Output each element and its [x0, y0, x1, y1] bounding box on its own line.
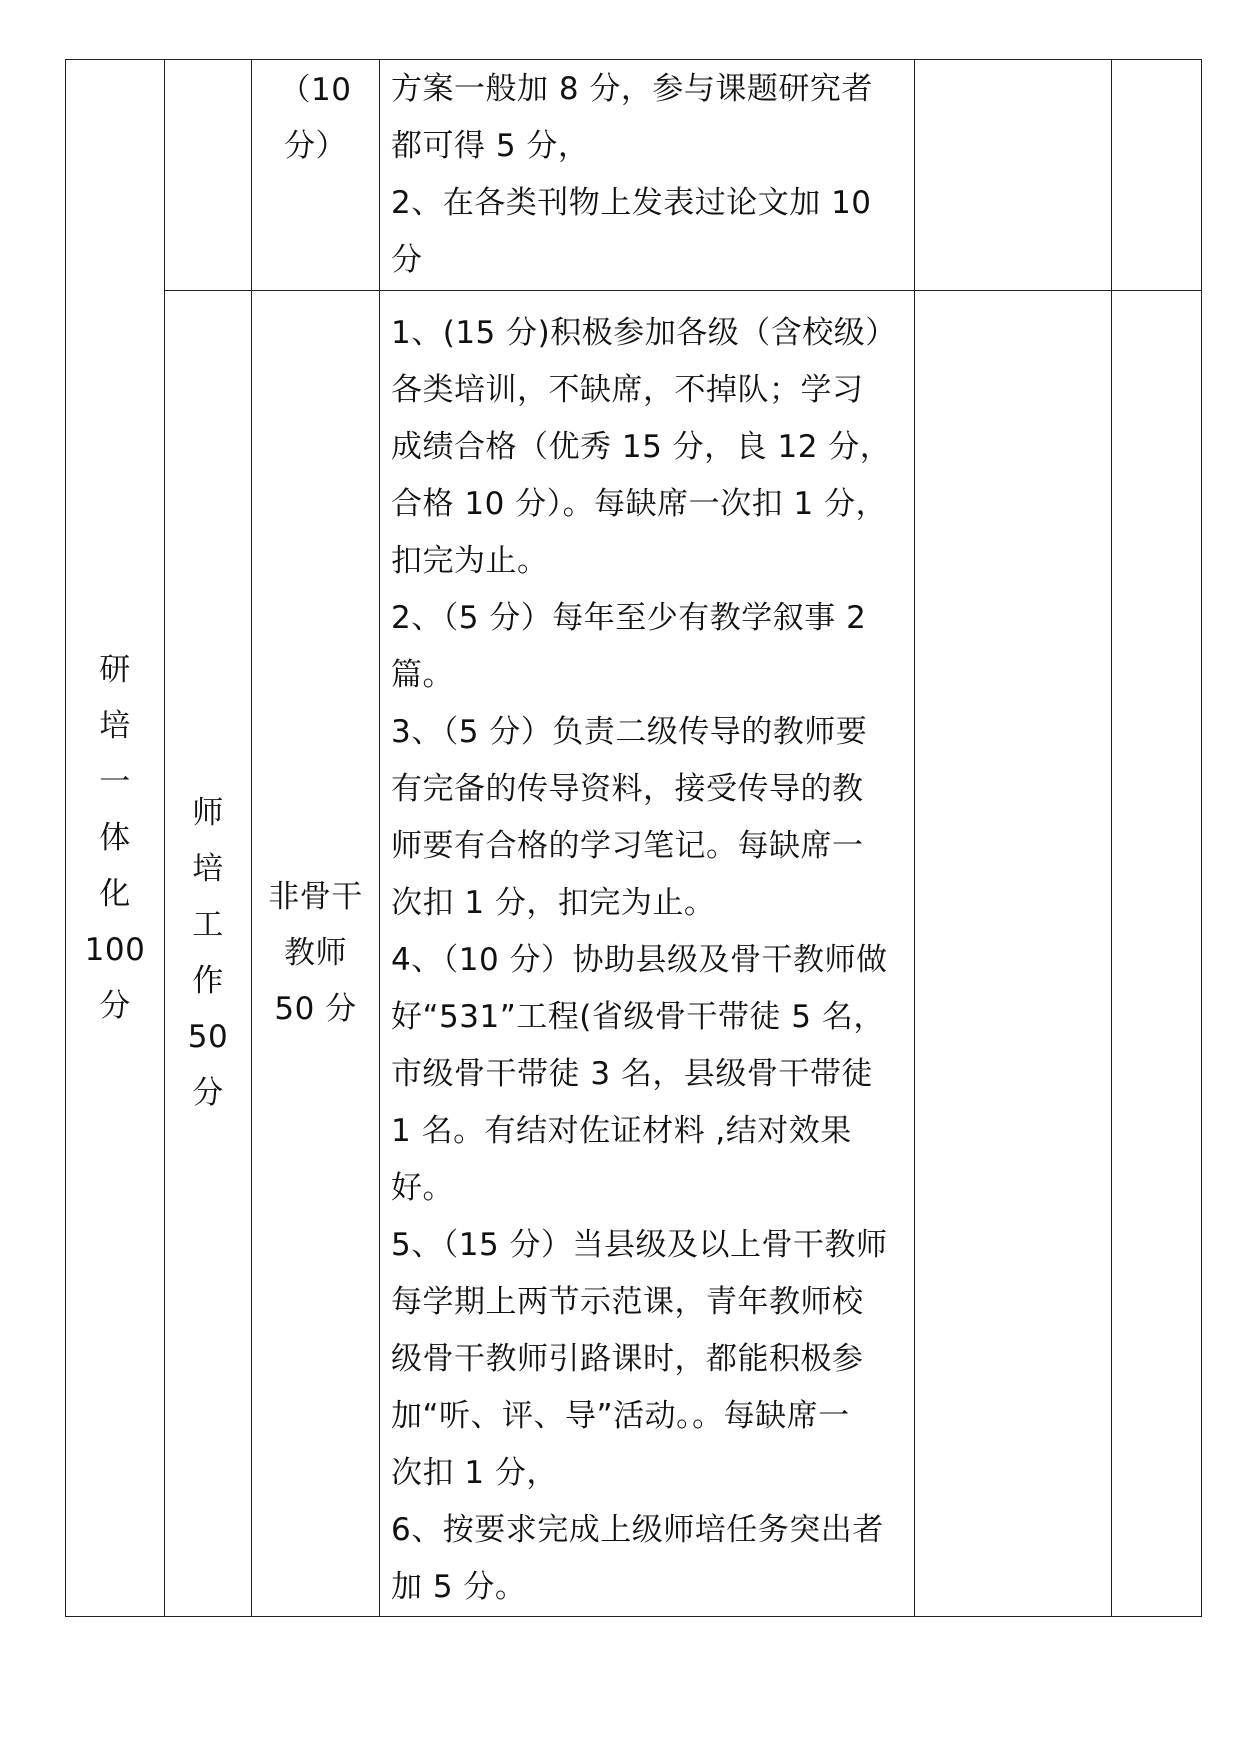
score-cell: [252, 60, 380, 291]
row1-score: （10 分）: [279, 72, 352, 164]
row1-remark: [1112, 60, 1202, 291]
row1-description: 方案一般加 8 分，参与课题研究者 都可得 5 分， 2、在各类刊物上发表过论文加 10 分: [380, 60, 915, 291]
row1-self-score: [915, 60, 1112, 291]
row2-description: 1、(15 分)积极参加各级（含校级） 各类培训，不缺席，不掉队；学习 成绩合格（优秀 15 分，良 12 分， 合格 10 分）。每缺席一次扣 1 分， 扣完为止。 2、（5 分）每年至少有教学叙事 2 篇。 3、（5 分）负责二级传导的教师要 有完备的传导资料，接受传导的教 师要有合格的学习笔记。每缺席一 次扣 1 分，扣完为止。 4、（10 分）协助县级及骨干教师做 好“531”工程(省级骨干带徒 5 名， 市级骨干带徒 3 名，县级骨干带徒 1 名。有结对佐证材料 ,结对效果好。 5、（15 分）当县级及以上骨干教师 每学期上两节示范课，青年教师校 级骨干教师引路课时，都能积极参 加“听、评、导”活动。。每缺席一 次扣 1 分， 6、按要求完成上级师培任务突出者 加 5 分。: [380, 291, 915, 1617]
category-cell: [66, 60, 165, 1617]
row2-self-score: [915, 291, 1112, 1617]
subcategory-cell-empty: [165, 60, 252, 291]
score-table: [65, 59, 1202, 1617]
item-cell: [252, 291, 380, 1617]
subcategory-label: 师 培 工 作 50 分: [187, 795, 229, 1111]
row2-remark: [1112, 291, 1202, 1617]
category-label: 研 培 一 体 化 100 分: [84, 651, 146, 1024]
table-row: [66, 291, 1202, 1617]
table-row: [66, 60, 1202, 291]
subcategory-cell: [165, 291, 252, 1617]
row2-score: 非骨干 教师 50 分: [268, 879, 363, 1027]
